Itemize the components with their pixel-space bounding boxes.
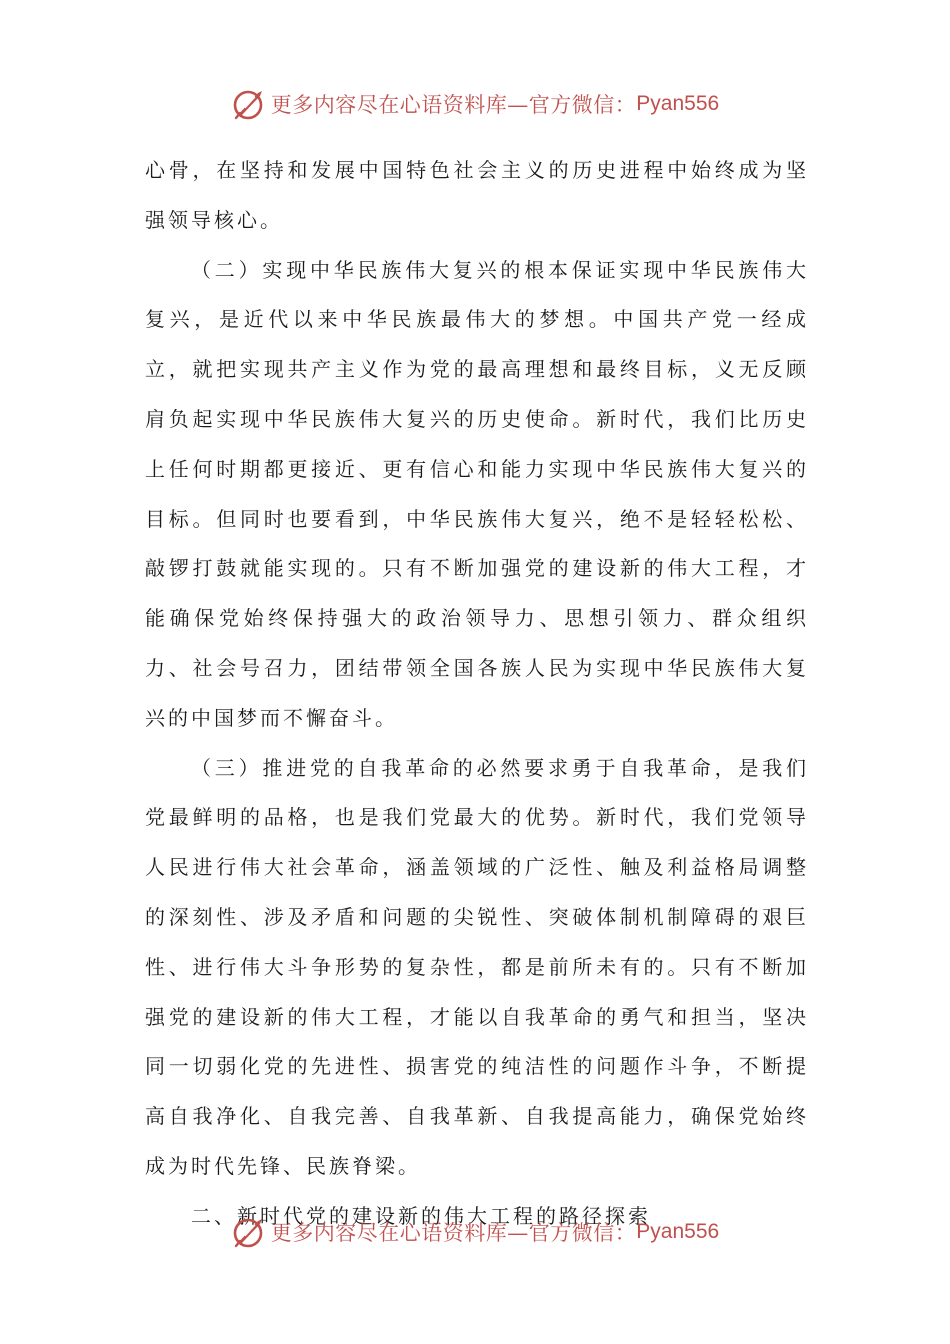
watermark-wechat-id: Pyan556 (636, 92, 720, 115)
watermark-wechat-id: Pyan556 (636, 1220, 720, 1243)
quill-pen-logo-icon (231, 1214, 267, 1250)
header-watermark (0, 82, 950, 126)
watermark-text: 更多内容尽在心语资料库—官方微信： (270, 1221, 637, 1245)
footer-watermark (0, 1210, 950, 1254)
section-heading: 二、新时代党的建设新的伟大工程的路径探索 (191, 1203, 651, 1228)
quill-pen-logo-icon (231, 86, 267, 122)
paragraph-section-2: （二）实现中华民族伟大复兴的根本保证实现中华民族伟大复兴，是近代以来中华民族最伟大的梦想。中国共产党一经成立，就把实现共产主义作为党的最高理想和最终目标，义无反顾肩负起实现中华民族伟大复兴的历史使命。新时代，我们比历史上任何时期都更接近、更有信心和能力实现中华民族伟大复兴的目标。但同时也要看到，中华民族伟大复兴，绝不是轻轻松松、敲锣打鼓就能实现的。只有不断加强党的建设新的伟大工程，才能确保党始终保持强大的政治领导力、思想引领力、群众组织力、社会号召力，团结带领全国各族人民为实现中华民族伟大复兴的中国梦而不懈奋斗。 (145, 257, 809, 730)
document-body (145, 146, 809, 1242)
paragraph-section-3: （三）推进党的自我革命的必然要求勇于自我革命，是我们党最鲜明的品格，也是我们党最大的优势。新时代，我们党领导人民进行伟大社会革命，涵盖领域的广泛性、触及利益格局调整的深刻性、涉及矛盾和问题的尖锐性、突破体制机制障碍的艰巨性、进行伟大斗争形势的复杂性，都是前所未有的。只有不断加强党的建设新的伟大工程，才能以自我革命的勇气和担当，坚决同一切弱化党的先进性、损害党的纯洁性的问题作斗争，不断提高自我净化、自我完善、自我革新、自我提高能力，确保党始终成为时代先锋、民族脊梁。 (145, 755, 809, 1178)
paragraph-continuation: 心骨，在坚持和发展中国特色社会主义的历史进程中始终成为坚强领导核心。 (145, 158, 809, 232)
watermark-text: 更多内容尽在心语资料库—官方微信： (270, 93, 637, 117)
